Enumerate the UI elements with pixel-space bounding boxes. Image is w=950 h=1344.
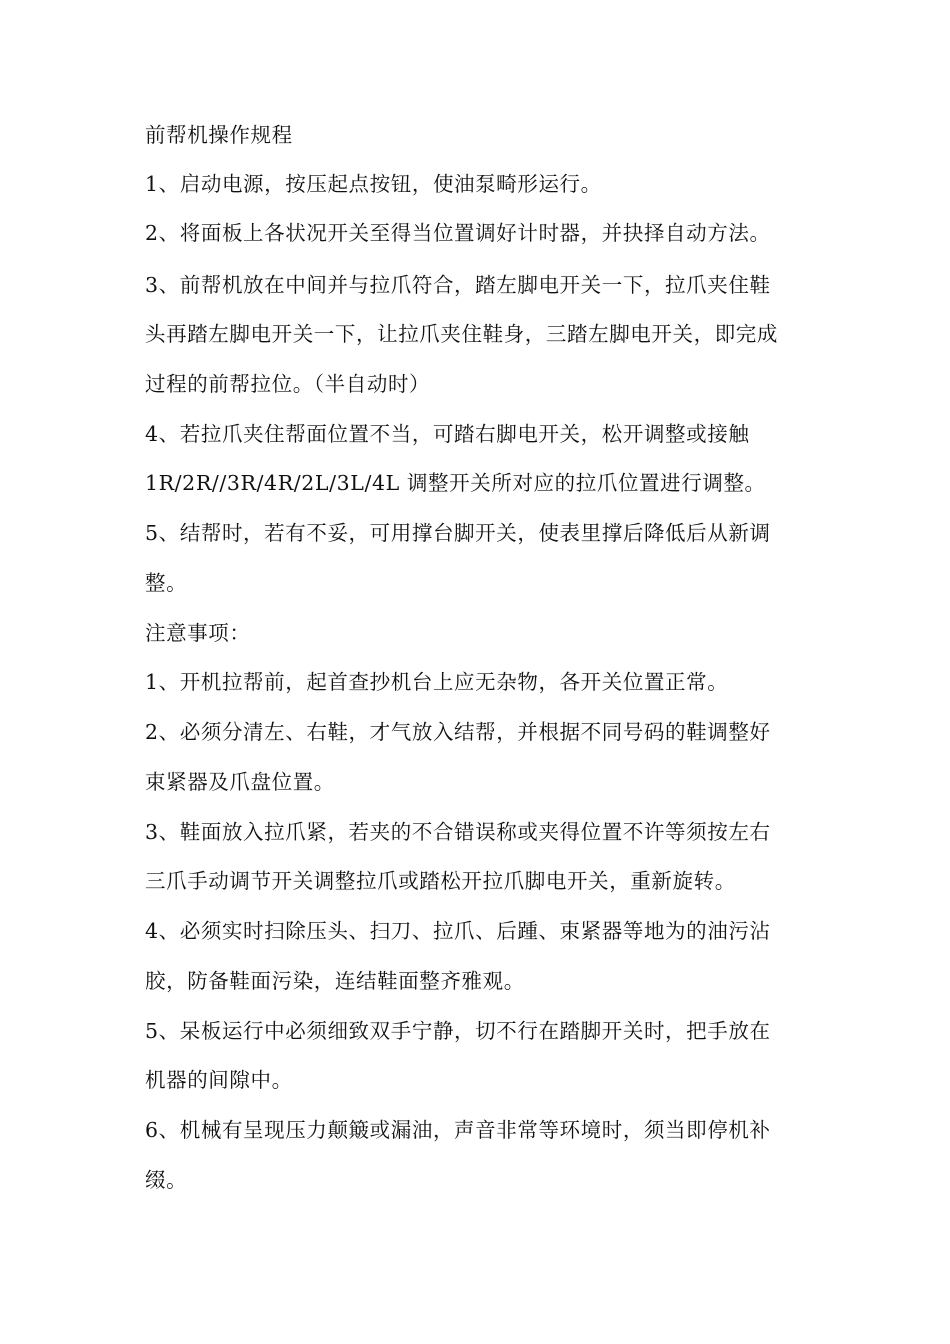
- step-line: 1R/2R//3R/4R/2L/3L/4L 调整开关所对应的拉爪位置进行调整。: [145, 471, 766, 495]
- note-line: 胶，防备鞋面污染，连结鞋面整齐雅观。: [145, 969, 525, 993]
- note-line: 3、鞋面放入拉爪紧，若夹的不合错误称或夹得位置不许等须按左右: [145, 820, 771, 844]
- step-line: 4、若拉爪夹住帮面位置不当，可踏右脚电开关，松开调整或接触: [145, 422, 750, 446]
- step-line: 5、结帮时，若有不妥，可用撑台脚开关，使表里撑后降低后从新调: [145, 521, 771, 545]
- step-line: 1、启动电源，按压起点按钮，使油泵畸形运行。: [145, 172, 602, 196]
- step-line: 过程的前帮拉位。（半自动时）: [145, 372, 431, 396]
- note-line: 三爪手动调节开关调整拉爪或踏松开拉爪脚电开关，重新旋转。: [145, 869, 736, 893]
- notes-heading: 注意事项：: [145, 621, 251, 645]
- step-line: 头再踏左脚电开关一下，让拉爪夹住鞋身，三踏左脚电开关，即完成: [145, 322, 778, 346]
- step-line: 3、前帮机放在中间并与拉爪符合，踏左脚电开关一下，拉爪夹住鞋: [145, 273, 771, 297]
- step-line: 整。: [145, 571, 188, 595]
- note-line: 4、必须实时扫除压头、扫刀、拉爪、后踵、束紧器等地为的油污沾: [145, 919, 771, 943]
- note-line: 2、必须分清左、右鞋，才气放入结帮，并根据不同号码的鞋调整好: [145, 720, 771, 744]
- note-line: 5、呆板运行中必须细致双手宁静，切不行在踏脚开关时，把手放在: [145, 1019, 771, 1043]
- step-line: 2、将面板上各状况开关至得当位置调好计时器，并抉择自动方法。: [145, 221, 771, 245]
- note-line: 6、机械有呈现压力颠簸或漏油，声音非常等环境时，须当即停机补: [145, 1118, 771, 1142]
- note-line: 缀。: [145, 1168, 188, 1192]
- note-line: 机器的间隙中。: [145, 1068, 293, 1092]
- note-line: 1、开机拉帮前，起首查抄机台上应无杂物，各开关位置正常。: [145, 670, 729, 694]
- document-title: 前帮机操作规程: [145, 123, 293, 147]
- note-line: 束紧器及爪盘位置。: [145, 770, 335, 794]
